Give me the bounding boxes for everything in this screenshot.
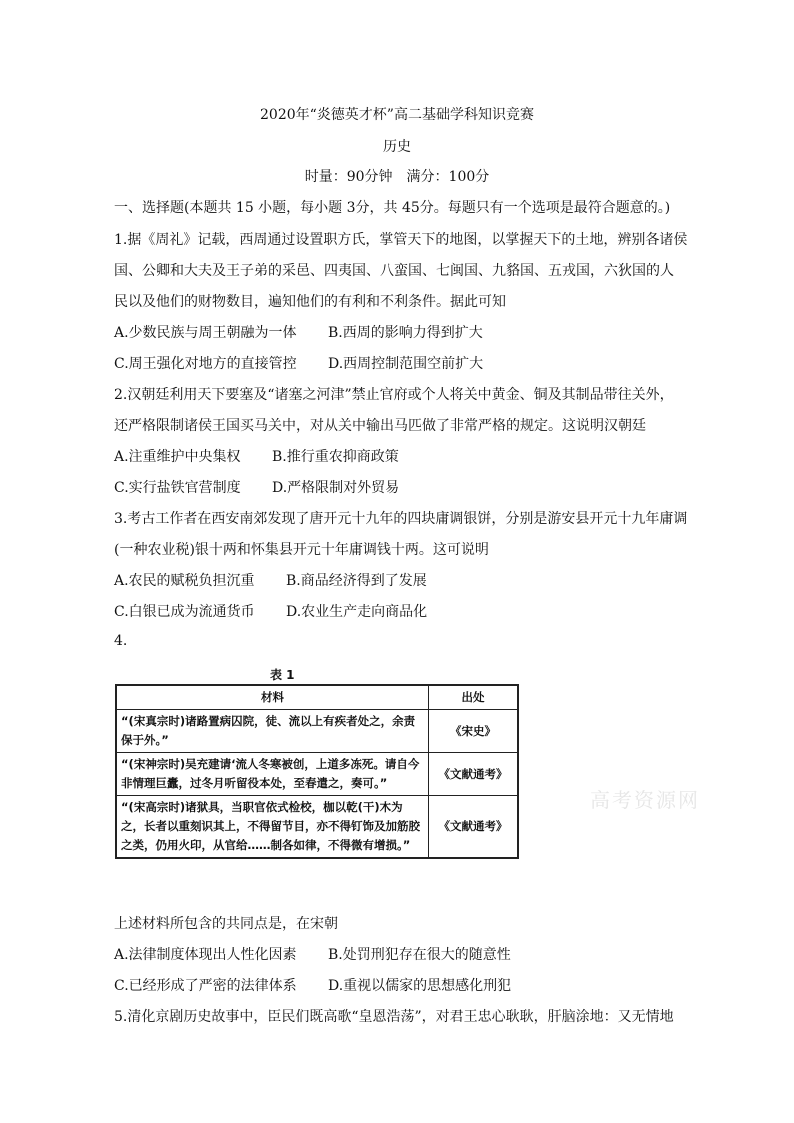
q3-option-d: D.农业生产走向商品化 — [286, 604, 428, 620]
table-row — [116, 710, 518, 753]
header-material: 材料 — [116, 685, 429, 710]
table-header-row — [116, 685, 518, 710]
q4-options-row-2 — [114, 975, 511, 995]
source-cell: 《文献通考》 — [429, 753, 519, 796]
q4-option-b: B.处罚刑犯存在很大的随意性 — [328, 947, 511, 963]
q5-line-1: 5.清化京剧历史故事中，臣民们既高歌“皇恩浩荡”，对君王忠心耿耿，肝脑涂地：又无情地 — [114, 1009, 674, 1025]
header-source: 出处 — [429, 685, 519, 710]
q1-options-row-1 — [114, 322, 483, 342]
q2-line-2: 还严格限制诸侯王国买马关中，对从关中输出马匹做了非常严格的规定。这说明汉朝廷 — [114, 418, 646, 434]
q4-stem: 上述材料所包含的共同点是，在宋朝 — [114, 916, 338, 932]
table-row — [116, 753, 518, 796]
q2-option-c: C.实行盐铁官营制度 — [114, 480, 241, 496]
q4-option-d: D.重视以儒家的思想感化刑犯 — [328, 978, 512, 994]
q1-options-row-2 — [114, 353, 483, 373]
q3-line-2: (一种农业税)银十两和怀集县开元十年庸调钱十两。这可说明 — [114, 542, 489, 558]
q2-options-row-2 — [114, 477, 399, 497]
source-cell: 《文献通考》 — [429, 796, 519, 859]
q1-option-a: A.少数民族与周王朝融为一体 — [114, 325, 297, 341]
q2-option-b: B.推行重农抑商政策 — [272, 449, 399, 465]
q4-option-a: A.法律制度体现出人性化因素 — [114, 947, 297, 963]
q2-option-a: A.注重维护中央集权 — [114, 449, 241, 465]
q1-line-2: 国、公卿和大夫及王子弟的采邑、四夷国、八蛮国、七闽国、九貉国、五戎国，六狄国的人 — [114, 263, 674, 279]
material-cell: “(宋神宗时)吴充建请‘流人冬寒被创，上道多冻死。请自今非情理巨蠹，过冬月听留役本处，至春遣之，奏可。” — [116, 753, 429, 796]
q3-option-c: C.白银已成为流通货币 — [114, 604, 255, 620]
materials-table — [115, 684, 519, 859]
table-caption: 表 1 — [270, 668, 295, 682]
section-heading: 一、选择题(本题共 15 小题，每小题 3分，共 45分。每题只有一个选项是最符合题意的。) — [114, 200, 671, 216]
q1-line-1: 1.据《周礼》记载，西周通过设置职方氏，掌管天下的地图，以掌握天下的土地，辨别各诸侯 — [114, 232, 688, 248]
exam-info: 时量：90分钟 满分：100分 — [304, 169, 490, 185]
q3-option-b: B.商品经济得到了发展 — [286, 573, 427, 589]
exam-title: 2020年“炎德英才杯”高二基础学科知识竞赛 — [260, 107, 534, 123]
q3-options-row-1 — [114, 570, 427, 590]
q4-number: 4. — [114, 633, 128, 649]
q2-line-1: 2.汉朝廷利用天下要塞及“诸塞之河津”禁止官府或个人将关中黄金、铜及其制品带往关外， — [114, 387, 674, 403]
q2-options-row-1 — [114, 446, 399, 466]
q1-option-b: B.西周的影响力得到扩大 — [328, 325, 483, 341]
q2-option-d: D.严格限制对外贸易 — [272, 480, 400, 496]
q1-option-c: C.周王强化对地方的直接管控 — [114, 356, 297, 372]
q1-line-3: 民以及他们的财物数目，遍知他们的有利和不利条件。据此可知 — [114, 294, 506, 310]
source-cell: 《宋史》 — [429, 710, 519, 753]
table-row — [116, 796, 518, 859]
q3-line-1: 3.考古工作者在西安南郊发现了唐开元十九年的四块庸调银饼，分别是游安县开元十九年庸调 — [114, 511, 688, 527]
q4-option-c: C.已经形成了严密的法律体系 — [114, 978, 297, 994]
subject-title: 历史 — [383, 139, 411, 155]
material-cell: “(宋真宗时)诸路置病囚院，徒、流以上有疾者处之，余责保于外。” — [116, 710, 429, 753]
q3-options-row-2 — [114, 601, 427, 621]
watermark-text: 高考资源网 — [590, 788, 700, 812]
q4-options-row-1 — [114, 944, 511, 964]
q1-option-d: D.西周控制范围空前扩大 — [328, 356, 484, 372]
material-cell: “(宋高宗时)诸狱具，当职官依式检校，枷以乾(干)木为之，长者以重刻识其上，不得留节目，亦不得钉饰及加筋胶之类，仍用火印，从官给……制各如律，不得微有增损。” — [116, 796, 429, 859]
q3-option-a: A.农民的赋税负担沉重 — [114, 573, 255, 589]
